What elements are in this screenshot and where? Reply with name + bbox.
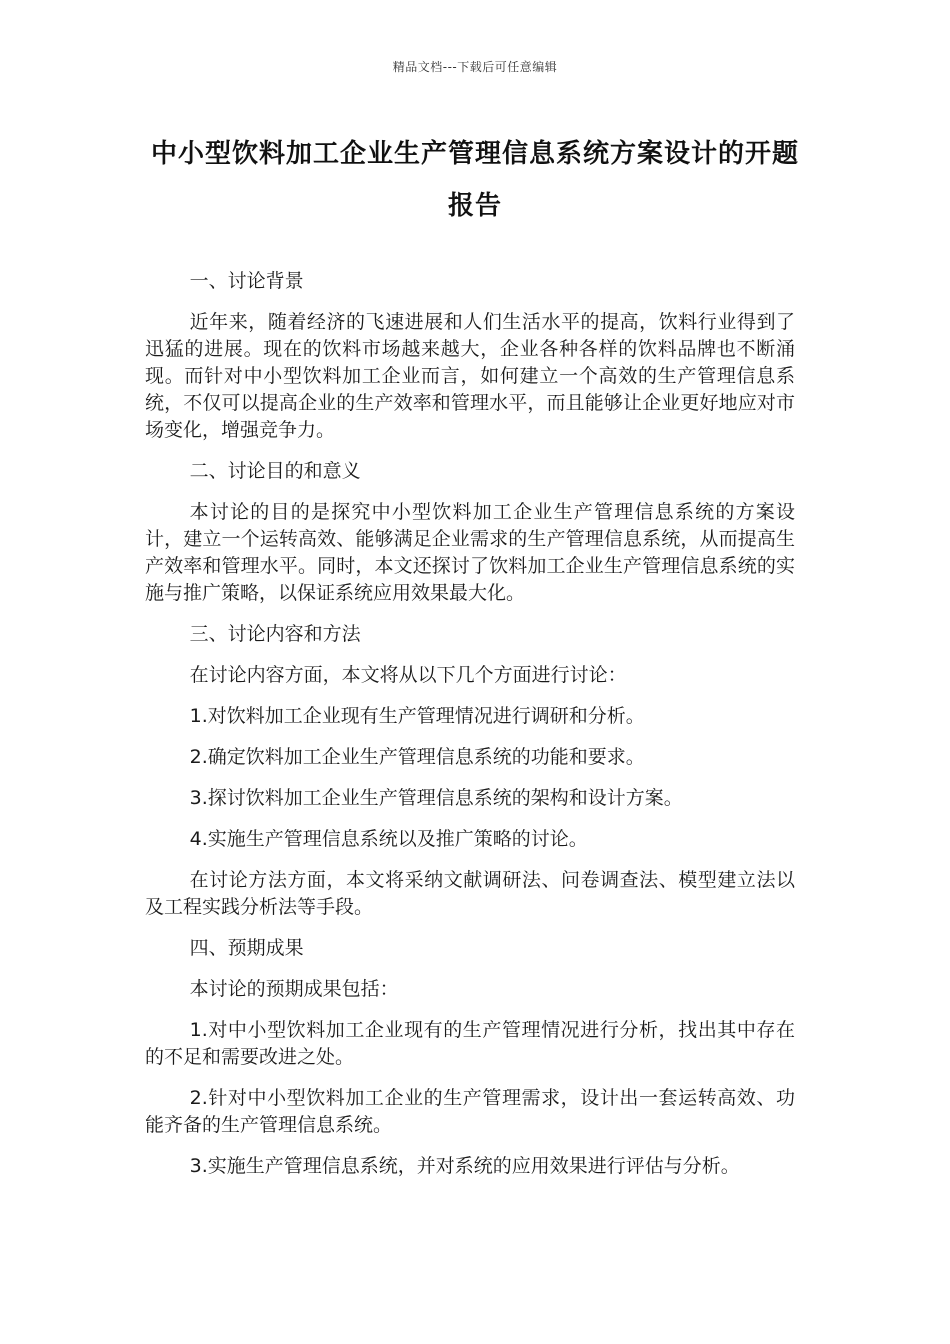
header-note: 精品文档---下载后可任意编辑 bbox=[392, 60, 558, 74]
document-title: 中小型饮料加工企业生产管理信息系统方案设计的开题报告 bbox=[150, 139, 799, 221]
section-heading-expected-results: 四、预期成果 bbox=[189, 937, 304, 959]
document-body bbox=[145, 268, 795, 1194]
list-item-result-3: 3.实施生产管理信息系统，并对系统的应用效果进行评估与分析。 bbox=[189, 1155, 740, 1177]
section-heading-content-method: 三、讨论内容和方法 bbox=[189, 623, 361, 645]
list-item-content-1: 1.对饮料加工企业现有生产管理情况进行调研和分析。 bbox=[189, 705, 645, 727]
paragraph-results-intro: 本讨论的预期成果包括： bbox=[189, 978, 399, 1000]
list-item-content-4: 4.实施生产管理信息系统以及推广策略的讨论。 bbox=[189, 828, 588, 850]
section-heading-background: 一、讨论背景 bbox=[189, 270, 304, 292]
paragraph-content-intro: 在讨论内容方面，本文将从以下几个方面进行讨论： bbox=[189, 664, 627, 686]
paragraph-method: 在讨论方法方面，本文将采纳文献调研法、问卷调查法、模型建立法以及工程实践分析法等手段。 bbox=[145, 869, 795, 918]
list-item-content-2: 2.确定饮料加工企业生产管理信息系统的功能和要求。 bbox=[189, 746, 645, 768]
paragraph-background: 近年来，随着经济的飞速进展和人们生活水平的提高，饮料行业得到了迅猛的进展。现在的饮料市场越来越大，企业各种各样的饮料品牌也不断涌现。而针对中小型饮料加工企业而言，如何建立一个高效的生产管理信息系统，不仅可以提高企业的生产效率和管理水平，而且能够让企业更好地应对市场变化，增强竞争力。 bbox=[145, 311, 795, 441]
paragraph-purpose: 本讨论的目的是探究中小型饮料加工企业生产管理信息系统的方案设计，建立一个运转高效、能够满足企业需求的生产管理信息系统，从而提高生产效率和管理水平。同时，本文还探讨了饮料加工企业生产管理信息系统的实施与推广策略，以保证系统应用效果最大化。 bbox=[145, 501, 795, 604]
list-item-result-2: 2.针对中小型饮料加工企业的生产管理需求，设计出一套运转高效、功能齐备的生产管理信息系统。 bbox=[145, 1087, 795, 1136]
list-item-result-1: 1.对中小型饮料加工企业现有的生产管理情况进行分析，找出其中存在的不足和需要改进之处。 bbox=[145, 1019, 795, 1068]
section-heading-purpose: 二、讨论目的和意义 bbox=[189, 460, 361, 482]
list-item-content-3: 3.探讨饮料加工企业生产管理信息系统的架构和设计方案。 bbox=[189, 787, 683, 809]
